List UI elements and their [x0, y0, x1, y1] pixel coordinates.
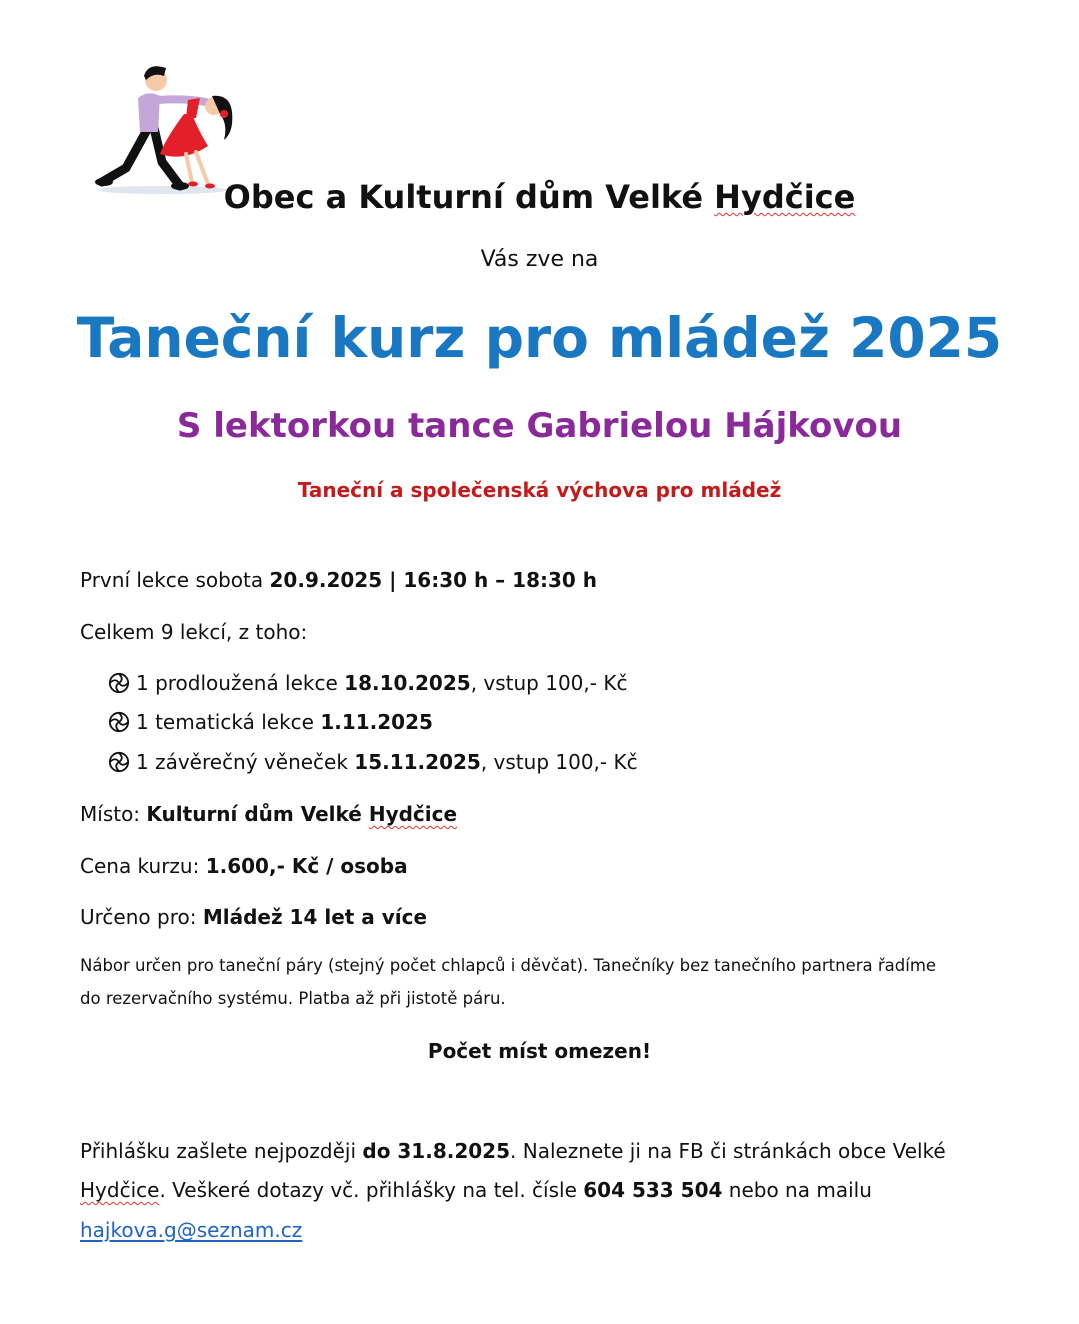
first-lesson-date: 20.9.2025: [269, 568, 383, 592]
bullet-date: 15.11.2025: [354, 750, 481, 774]
email-link[interactable]: hajkova.g@seznam.cz: [80, 1218, 303, 1242]
list-item: [108, 710, 433, 734]
list-item: [108, 750, 638, 774]
limited-notice: Počet míst omezen!: [427, 1039, 652, 1063]
registration-contact-text: . Veškeré dotazy vč. přihlášky na tel. čísle: [159, 1178, 584, 1202]
first-lesson-label: První lekce sobota: [80, 568, 270, 592]
bullet-text: 1 prodloužená lekce: [136, 671, 345, 695]
price-line: [80, 854, 408, 878]
tagline: Taneční a společenská výchova pro mládež: [297, 478, 782, 502]
place-line: [80, 802, 457, 826]
swirl-bullet-icon: [108, 672, 130, 694]
email-line: [80, 1218, 302, 1242]
price-label: Cena kurzu:: [80, 854, 206, 878]
audience-label: Určeno pro:: [80, 905, 203, 929]
audience-line: [80, 905, 427, 929]
organizer-name: Obec a Kulturní dům Velké: [223, 178, 715, 216]
subtitle: S lektorkou tance Gabrielou Hájkovou: [176, 406, 903, 446]
registration-town: Hydčice: [80, 1178, 160, 1202]
bullet-text: 1 tematická lekce: [136, 710, 321, 734]
registration-line-2: [80, 1178, 872, 1202]
dancing-couple-illustration: [88, 58, 248, 198]
place-label: Místo:: [80, 802, 147, 826]
registration-mail-text: nebo na mailu: [722, 1178, 872, 1202]
invite-text: Vás zve na: [480, 247, 599, 272]
registration-deadline: do 31.8.2025: [362, 1139, 511, 1163]
page-title: Taneční kurz pro mládež 2025: [76, 306, 1003, 370]
first-lesson-line: [80, 568, 597, 592]
note-line-2: do rezervačního systému. Platba až při jistotě páru.: [80, 989, 506, 1008]
note-line-1: Nábor určen pro taneční páry (stejný počet chlapců i děvčat). Tanečníky bez tanečního partnera řadíme: [80, 956, 937, 975]
registration-text: Přihlášku zašlete nejpozději: [80, 1139, 363, 1163]
bullet-date: 1.11.2025: [320, 710, 433, 734]
organizer-heading: [0, 178, 1079, 216]
place-town: Hydčice: [368, 802, 458, 826]
price-value: 1.600,- Kč / osoba: [205, 854, 408, 878]
phone-number: 604 533 504: [583, 1178, 723, 1202]
registration-line-1: [80, 1139, 946, 1163]
audience-value: Mládež 14 let a více: [202, 905, 428, 929]
list-item: [108, 671, 627, 695]
bullet-extra: , vstup 100,- Kč: [480, 750, 638, 774]
first-lesson-separator: |: [382, 568, 404, 592]
bullet-date: 18.10.2025: [344, 671, 471, 695]
lessons-total: Celkem 9 lekcí, z toho:: [80, 620, 308, 644]
first-lesson-time: 16:30 h – 18:30 h: [403, 568, 598, 592]
registration-text-tail: . Naleznete ji na FB či stránkách obce Velké: [510, 1139, 946, 1163]
swirl-bullet-icon: [108, 751, 130, 773]
bullet-text: 1 závěrečný věneček: [136, 750, 355, 774]
place-value: Kulturní dům Velké: [146, 802, 369, 826]
organizer-place: Hydčice: [714, 178, 856, 216]
bullet-extra: , vstup 100,- Kč: [470, 671, 628, 695]
swirl-bullet-icon: [108, 711, 130, 733]
